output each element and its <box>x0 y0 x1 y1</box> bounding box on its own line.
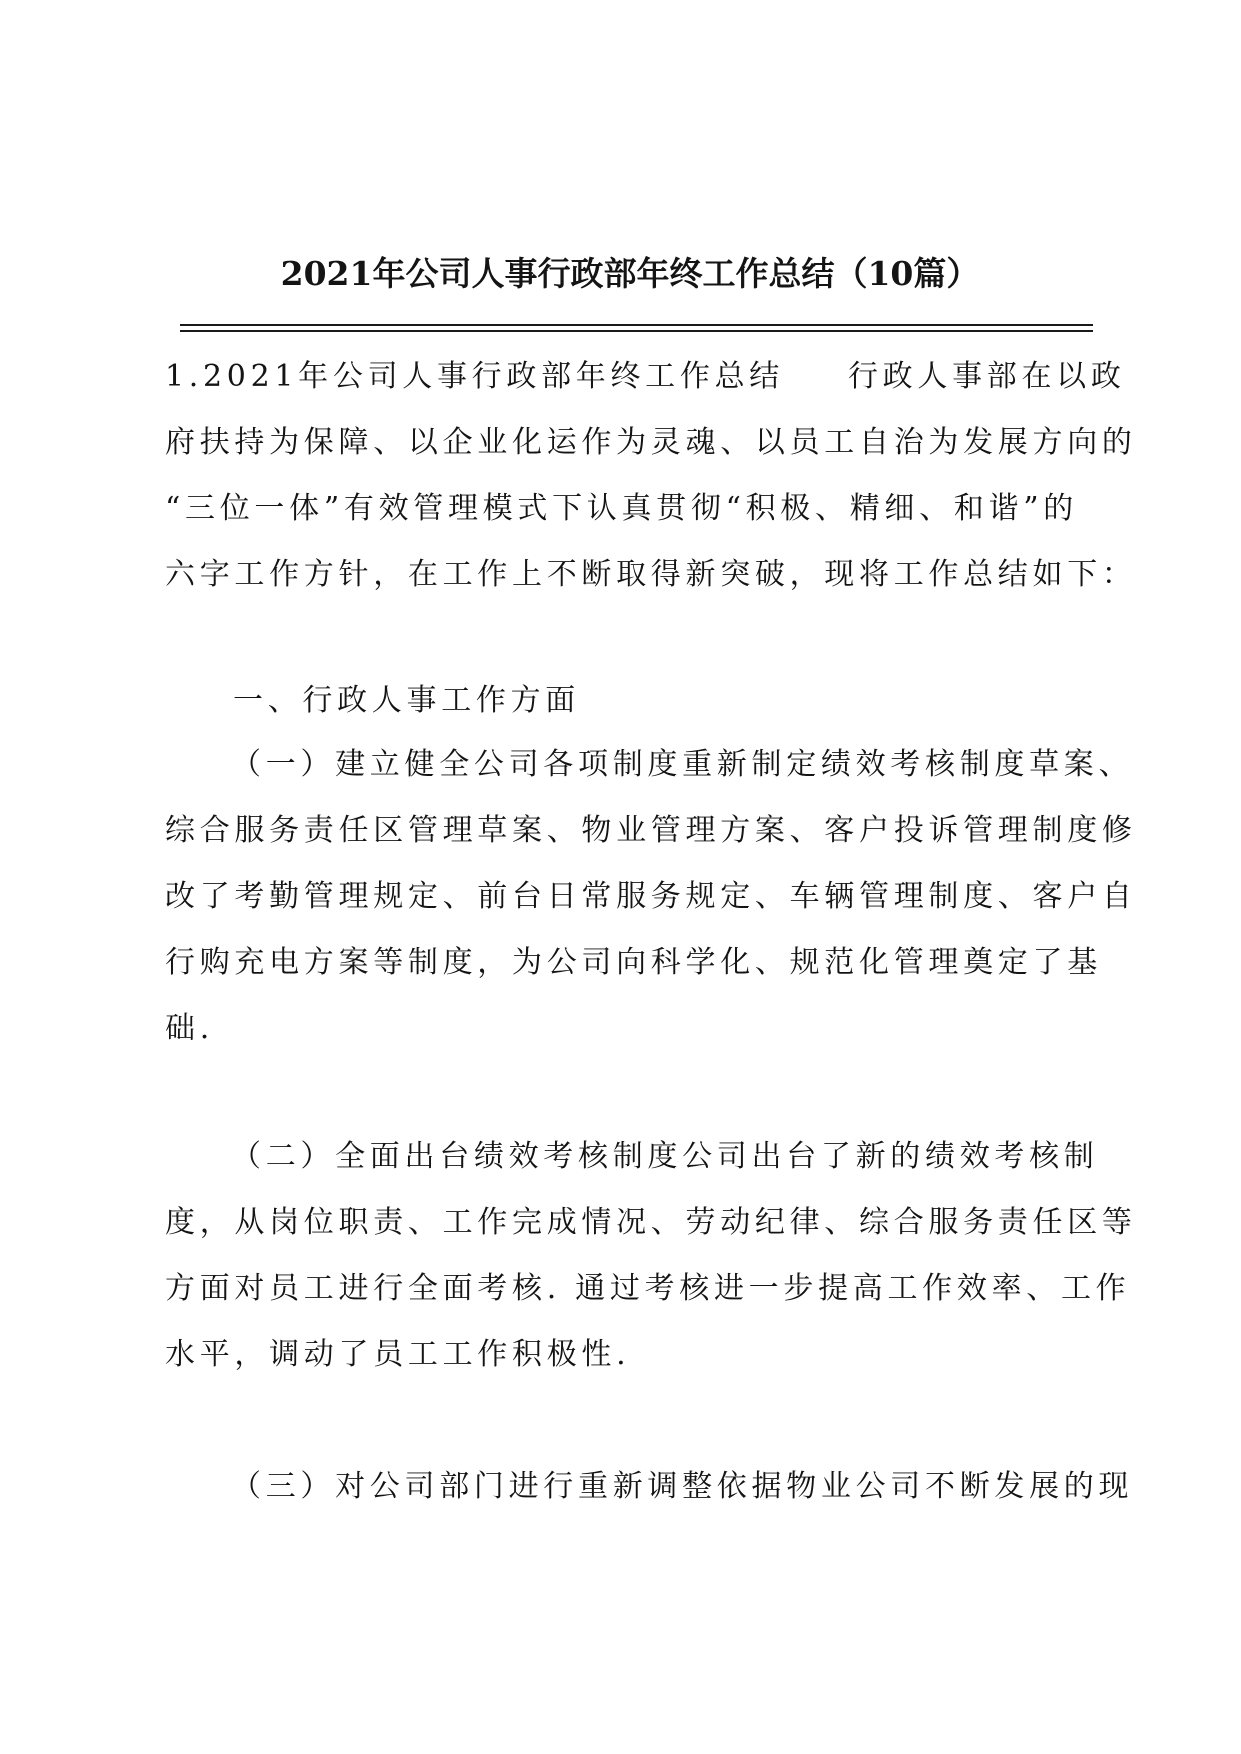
paragraph-line: （三）对公司部门进行重新调整依据物业公司不断发展的现 <box>231 1469 1134 1504</box>
paragraph-2 <box>165 1124 1137 1388</box>
paragraph-line: （一）建立健全公司各项制度重新制定绩效考核制度草案、 <box>231 747 1134 782</box>
paragraph-line: 度，从岗位职责、工作完成情况、劳动纪律、综合服务责任区等 <box>165 1205 1137 1240</box>
title-divider-top <box>180 324 1093 326</box>
paragraph-line: （二）全面出台绩效考核制度公司出台了新的绩效考核制 <box>231 1139 1099 1174</box>
intro-line: 六字工作方针，在工作上不断取得新突破，现将工作总结如下： <box>165 557 1137 592</box>
intro-paragraph <box>165 344 1137 608</box>
document-title: 2021年公司人事行政部年终工作总结（10篇） <box>280 254 980 293</box>
section-number-title: 1.2021年公司人事行政部年终工作总结 <box>165 359 784 394</box>
paragraph-1 <box>165 732 1137 1062</box>
intro-line <box>165 344 1126 410</box>
paragraph-line: 行购充电方案等制度，为公司向科学化、规范化管理奠定了基 <box>165 945 1102 980</box>
intro-line: 府扶持为保障、以企业化运作为灵魂、以员工自治为发展方向的 <box>165 425 1137 460</box>
title-divider-bottom <box>180 330 1093 332</box>
paragraph-line: 方面对员工进行全面考核. 通过考核进一步提高工作效率、工作 <box>165 1271 1131 1306</box>
paragraph-line: 础. <box>165 1011 214 1046</box>
paragraph-line: 综合服务责任区管理草案、物业管理方案、客户投诉管理制度修 <box>165 813 1137 848</box>
intro-line: “三位一体”有效管理模式下认真贯彻“积极、精细、和谐”的 <box>165 491 1078 526</box>
intro-text: 行政人事部在以政 <box>847 359 1126 394</box>
paragraph-line: 水平，调动了员工工作积极性. <box>165 1337 631 1372</box>
paragraph-3 <box>165 1454 1134 1520</box>
paragraph-line: 改了考勤管理规定、前台日常服务规定、车辆管理制度、客户自 <box>165 879 1137 914</box>
section-heading: 一、行政人事工作方面 <box>233 683 580 718</box>
